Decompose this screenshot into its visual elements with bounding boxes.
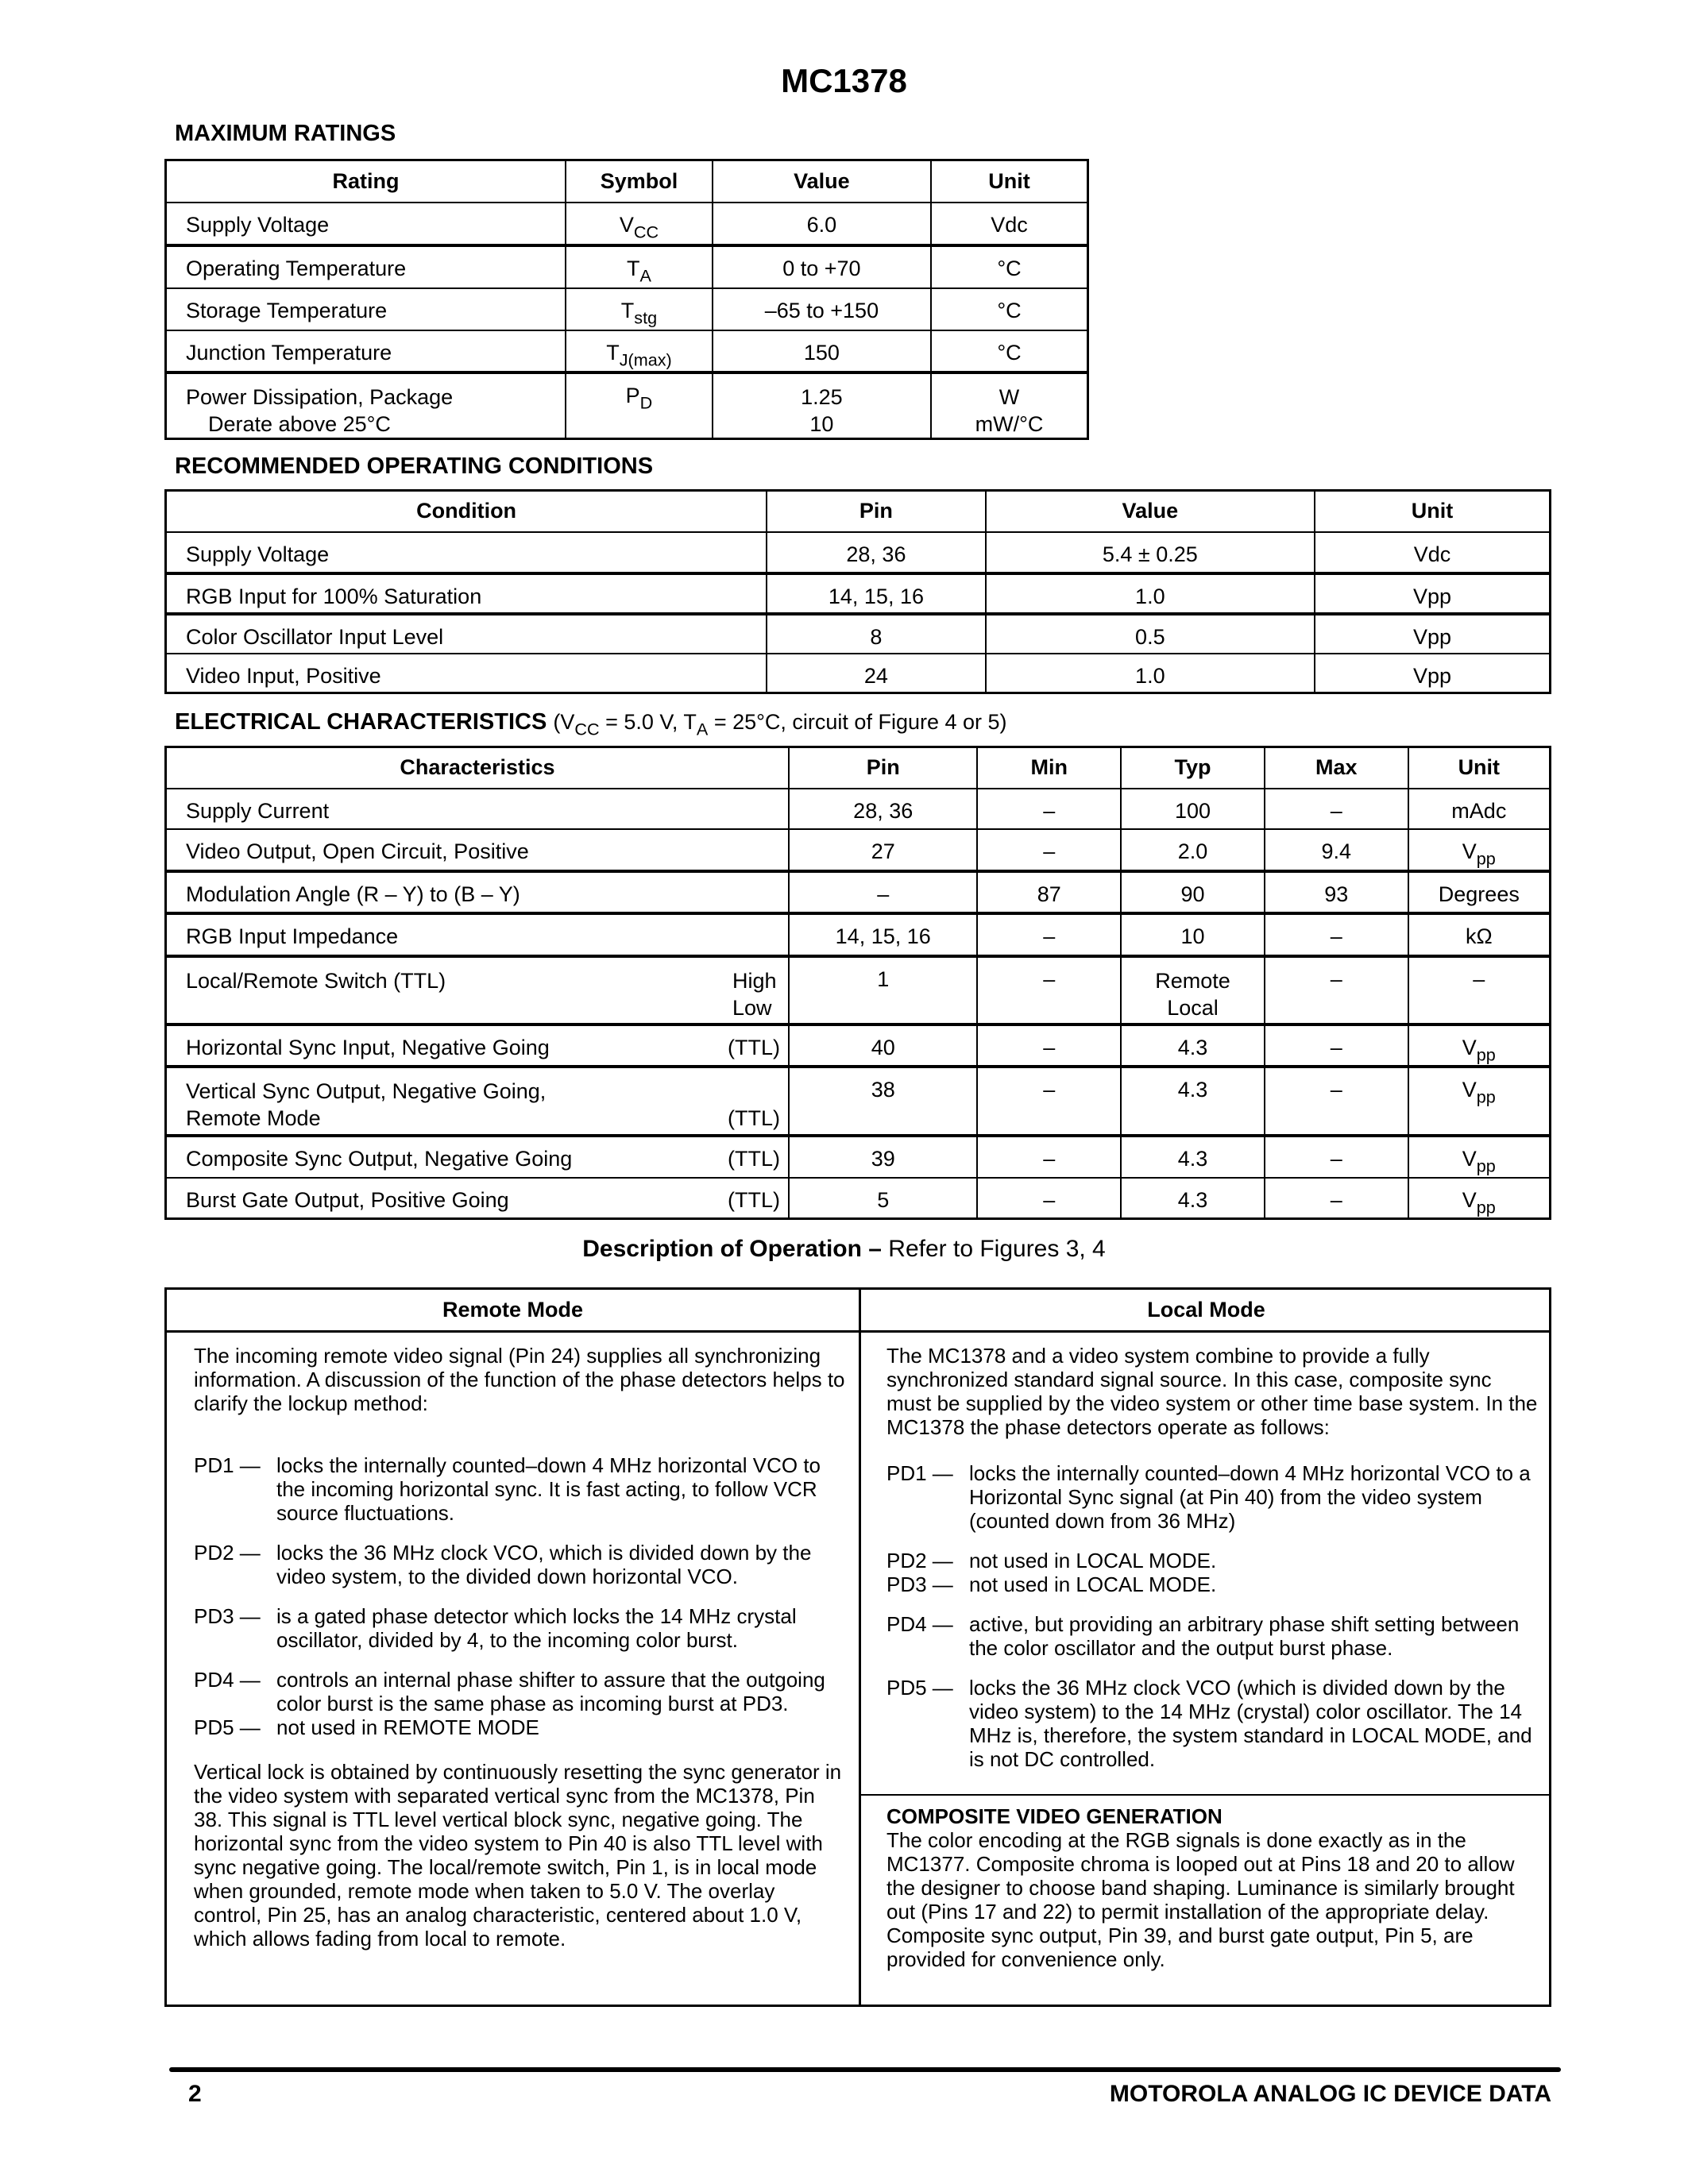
column-header: Unit [1408,747,1551,789]
table-header-row [166,747,1551,789]
pin-cell: 8 [870,624,883,649]
rating-cell: Operating Temperature [186,256,407,280]
column-header: Value [986,491,1315,532]
column-header: Value [713,160,931,203]
local-pd3: PD3 — not used in LOCAL MODE. [886,1572,1217,1596]
unit-cell: Vpp [1412,663,1451,688]
characteristic-cell: Composite Sync Output, Negative Going (TTL) [186,1147,780,1171]
pin-cell: 38 [871,1078,895,1102]
symbol-cell: $V_{CC}$ [619,212,659,242]
condition-cell: RGB Input for 100% Saturation [186,584,482,608]
unit-cell: °C [997,256,1022,280]
table-row [166,288,1088,330]
table-row [166,789,1551,830]
unit-cell: $V_{pp}$ [1462,1147,1496,1176]
electrical-characteristics-table [164,746,1551,1220]
characteristic-cell: Local/Remote Switch (TTL) High Low [186,968,777,1020]
max-cell: – [1330,1035,1342,1059]
typ-cell: 2.0 [1177,839,1208,864]
max-cell: – [1330,1187,1342,1212]
table-row [166,654,1551,693]
table-row [166,1178,1551,1219]
description-title: Description of Operation – Refer to Figures 3, 4 [582,1236,1106,1262]
typ-cell: 4.3 [1177,1078,1208,1102]
typ-cell: 4.3 [1177,1147,1208,1171]
composite-video-text: The color encoding at the RGB signals is done exactly as in the MC1377. Composite chroma is looped out at Pins 18 and 20 to allow the designer to choose band shaping. Luminance is similarly brought out (Pins 17 and 22) to permit installation of the appropriate delay. [886,1828,1515,1924]
unit-cell: $V_{pp}$ [1462,1035,1496,1065]
composite-video-text-2: Composite sync output, Pin 39, and burst gate output, Pin 5, are provided for convenience only. [886,1924,1474,1971]
characteristic-cell: Modulation Angle (R – Y) to (B – Y) [186,882,520,906]
electrical-characteristics-title: ELECTRICAL CHARACTERISTICS ($V_{CC} = 5.0$ V, $T_A = 25^\circ C$, circuit of Figure 4 or 5) [175,709,1007,739]
local-pd5: PD5 — locks the 36 MHz clock VCO (which is divided down by the video system) to the 14 MHz (crystal) color oscillator. The 14 MHz is, therefore, the system standard in LOCAL MODE, and is not DC controlled. [886,1676,1532,1771]
min-cell: – [1043,967,1056,991]
characteristic-cell: RGB Input Impedance [186,924,399,949]
pin-cell: – [877,882,890,906]
max-ratings-table [164,159,1089,440]
value-cell: 1.25 10 [801,384,843,436]
table-header-row [166,160,1088,203]
footer-rule [169,2067,1561,2072]
pin-cell: 40 [871,1035,895,1059]
table-row [166,1067,1551,1136]
unit-cell: $V_{pp}$ [1462,839,1496,869]
column-divider [859,1290,861,2005]
test-conditions: ($V_{CC} = 5.0$ V, $T_A = 25^\circ C$, circuit of Figure 4 or 5) [553,710,1007,739]
condition-cell: Supply Voltage [186,542,330,566]
remote-closing: Vertical lock is obtained by continuously resetting the sync generator in the video system with separated vertical sync from the MC1378, Pin 38. This signal is TTL level vertical block sync, negative going. The horizontal sync from the video system to Pin 40 is also TTL level with sync negative going. The local/remote switch, Pin 1, is in local mode when grounded, remote mode when taken to 5.0 V. The overlay control, Pin 25, has an analog characteristic, centered about 1.0 V, which allows fading from local to remote. [194,1760,842,1951]
max-cell: 9.4 [1321,839,1352,864]
description-table [164,1287,1551,2007]
max-ratings-title: MAXIMUM RATINGS [175,121,396,146]
typ-cell: 4.3 [1177,1035,1208,1059]
min-cell: – [1043,1187,1056,1212]
symbol-cell: $T_{J(max)}$ [606,340,672,370]
unit-cell: $V_{pp}$ [1462,1078,1496,1107]
typ-cell: 100 [1175,798,1211,823]
footer-publication: MOTOROLA ANALOG IC DEVICE DATA [1109,2081,1551,2107]
table-row [166,614,1551,654]
table-row [166,330,1088,372]
recommended-conditions-title: RECOMMENDED OPERATING CONDITIONS [175,453,654,479]
typ-cell: 90 [1180,882,1205,906]
rating-cell: Supply Voltage [186,212,330,237]
pin-cell: 14, 15, 16 [835,924,931,949]
pin-cell: 39 [871,1147,895,1171]
local-pd1: PD1 — locks the internally counted–down 4 MHz horizontal VCO to a Horizontal Sync signal (at Pin 40) from the video system (counted down from 36 MHz) [886,1461,1531,1533]
remote-pd5: PD5 — not used in REMOTE MODE [194,1715,539,1739]
unit-cell: $V_{pp}$ [1462,1187,1496,1217]
value-cell: 150 [803,340,840,365]
local-pd2: PD2 — not used in LOCAL MODE. [886,1549,1217,1572]
table-row [166,913,1551,956]
unit-cell: Degrees [1438,882,1520,906]
local-mode-header: Local Mode [1147,1298,1265,1322]
column-header: Condition [166,491,767,532]
table-row [166,573,1551,614]
column-header: Characteristics [166,747,789,789]
column-header: Typ [1121,747,1265,789]
rating-cell: Power Dissipation, Package Derate above 25°C [186,384,454,436]
unit-cell: Vdc [1413,542,1451,566]
remote-pd1: PD1 — locks the internally counted–down 4 MHz horizontal VCO to the incoming horizontal sync. It is fast acting, to follow VCR source fluctuations. [194,1453,821,1525]
unit-cell: mAdc [1451,798,1507,823]
table-row [166,532,1551,573]
column-header: Unit [931,160,1088,203]
composite-video-title: COMPOSITE VIDEO GENERATION [886,1804,1223,1828]
pin-cell: 1 [877,967,890,991]
table-row [166,1024,1551,1067]
condition-cell: Video Input, Positive [186,663,381,688]
value-cell: 0.5 [1135,624,1165,649]
remote-pd2: PD2 — locks the 36 MHz clock VCO, which is divided down by the video system, to the divided down horizontal VCO. [194,1541,812,1588]
min-cell: 87 [1037,882,1061,906]
unit-cell: Vpp [1412,584,1451,608]
unit-cell: °C [997,340,1022,365]
symbol-cell: $T_{stg}$ [620,298,658,328]
pin-cell: 14, 15, 16 [828,584,924,608]
characteristic-cell: Horizontal Sync Input, Negative Going (TTL) [186,1035,780,1059]
column-header: Symbol [566,160,713,203]
rating-cell: Storage Temperature [186,298,388,322]
value-cell: 0 to +70 [782,256,861,280]
page-number: 2 [188,2081,202,2107]
symbol-cell: $T_A$ [627,256,651,286]
max-cell: – [1330,1147,1342,1171]
composite-video-section [886,1804,1538,1971]
unit-cell: kΩ [1465,924,1493,949]
characteristic-cell: Vertical Sync Output, Negative Going, Remote Mode (TTL) [186,1079,780,1131]
header-divider [167,1330,1549,1333]
page-title: MC1378 [781,62,907,99]
min-cell: – [1043,924,1056,949]
min-cell: – [1043,1035,1056,1059]
max-cell: 93 [1324,882,1349,906]
table-row [166,1136,1551,1178]
column-header: Min [977,747,1121,789]
remote-pd3: PD3 — is a gated phase detector which locks the 14 MHz crystal oscillator, divided by 4, to the incoming color burst. [194,1604,797,1652]
pin-cell: 28, 36 [853,798,914,823]
pin-cell: 24 [863,663,888,688]
table-row [166,956,1551,1024]
unit-cell: W mW/°C [975,384,1044,436]
table-row [166,372,1088,439]
table-header-row [166,491,1551,532]
recommended-conditions-table [164,489,1551,694]
max-cell: – [1330,1078,1342,1102]
pin-cell: 27 [871,839,895,864]
remote-mode-header: Remote Mode [442,1298,584,1322]
typ-cell: 4.3 [1177,1187,1208,1212]
pin-cell: 28, 36 [846,542,906,566]
table-row [166,871,1551,914]
remote-pd4: PD4 — controls an internal phase shifter to assure that the outgoing color burst is the same phase as incoming burst at PD3. [194,1668,825,1715]
local-mode-text [886,1344,1538,1771]
column-header: Pin [767,491,986,532]
symbol-cell: $P_D$ [625,383,653,413]
characteristic-cell: Video Output, Open Circuit, Positive [186,839,529,864]
max-cell: – [1330,967,1342,991]
table-row [166,203,1088,245]
column-header: Pin [789,747,977,789]
value-cell: 6.0 [806,212,837,237]
value-cell: 5.4 ± 0.25 [1102,542,1198,566]
table-row [166,829,1551,871]
min-cell: – [1043,839,1056,864]
typ-cell: 10 [1180,924,1205,949]
unit-cell: Vdc [991,212,1028,237]
characteristic-cell: Burst Gate Output, Positive Going (TTL) [186,1187,780,1212]
max-cell: – [1330,924,1342,949]
column-header: Unit [1315,491,1551,532]
local-section-divider [859,1794,1549,1796]
local-intro: The MC1378 and a video system combine to provide a fully synchronized standard signal source. In this case, composite sync must be supplied by the video system or other time base system. In the MC1378 the phase detectors operate as follows: [886,1344,1538,1439]
unit-cell: °C [997,298,1022,322]
column-header: Max [1265,747,1408,789]
unit-cell: – [1473,967,1485,991]
pin-cell: 5 [877,1187,890,1212]
value-cell: 1.0 [1135,584,1165,608]
value-cell: 1.0 [1135,663,1165,688]
max-cell: – [1330,798,1342,823]
remote-mode-text [194,1344,845,1951]
unit-cell: Vpp [1412,624,1451,649]
local-pd4: PD4 — active, but providing an arbitrary phase shift setting between the color oscillator and the output burst phase. [886,1612,1520,1660]
remote-intro: The incoming remote video signal (Pin 24) supplies all synchronizing information. A discussion of the function of the phase detectors helps to clarify the lockup method: [194,1344,845,1415]
rating-cell: Junction Temperature [186,340,392,365]
column-header: Rating [166,160,566,203]
min-cell: – [1043,1078,1056,1102]
value-cell: –65 to +150 [764,298,879,322]
typ-cell: Remote Local [1155,968,1230,1020]
min-cell: – [1043,1147,1056,1171]
table-row [166,245,1088,288]
condition-cell: Color Oscillator Input Level [186,624,444,649]
min-cell: – [1043,798,1056,823]
characteristic-cell: Supply Current [186,798,330,823]
